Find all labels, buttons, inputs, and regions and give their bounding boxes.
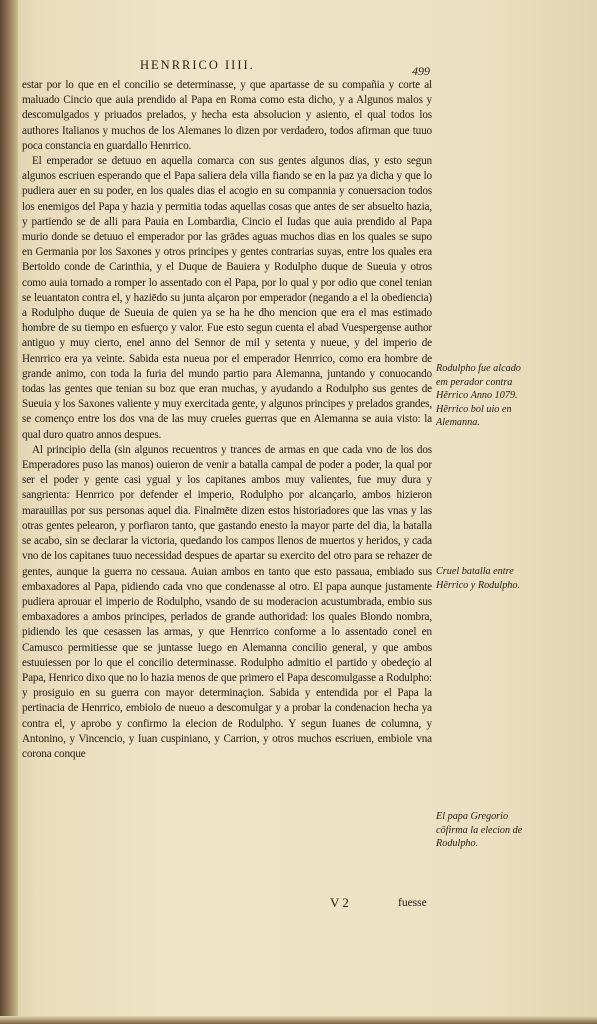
marginal-note: Cruel batalla entre Hērrico y Rodulpho. (436, 566, 521, 591)
paragraph: Al principio della (sin algunos recuentros y trances de armas en que cada vno de los dos Emperadores puso las manos) ouieron de venir a batalla campal de poder a poder, la qual por ser el poder y gente casi ygual y los capitanes ambos muy valientes, fue muy dura y sangrienta: Henrrico por defender el imperio, Rodulpho por alcançarlo, ambos hizieron marauillas por sus personas aquel dia. Finalmēte dizen estos historiadores que las vnas y las otras gentes pelearon, y porfiaron tanto, que gastando enesto la mayor parte del dia, la batalla se acabo, sin se declarar la victoria, quedando los campos llenos de muertos y heridos, y cada vno de los capitanes tuuo necessidad despues de apartar su exercito del otro para se rehazer de gentes, aunque la guerra no cessaua. Auian ambos en tanto que esto passaua, embiado sus embaxadores al Papa, pidiendo cada vno que condenasse al otro. El papa aunque justamente pudiera aprouar el imperio de Rodulpho, vsando de su moderacion acustumbrada, embio sus embaxadores a ambos principes, perlados de grande authoridad: los quales Blondo nombra, pidiendo les que cesassen las armas, y que Henrrico conforme a lo assentado conel en Camusco permitiesse que se juntasse luego en Alemanna concilio general, y que ambos estuuiessen por lo que el concilio determinasse. Rodulpho admitio el partido y obedeçio al Papa, Henrico dixo que no lo hazia menos de que primero el Papa descomulgasse a Rodulpho: y prosiguio en su guerra con mayor determinaçion. Sabida y entendida por el Papa la pertinacia de Henrrico, embiolo de nueuo a descomulgar y a probar la condenacion hecha ya contra el, y aprobo y confirmo la elecion de Rodulpho. Y segun Iuanes de columna, y Antonino, y Vincencio, y Iuan cuspiniano, y Carrion, y otros muchos escriuen, embiole vna corona conque (22, 443, 432, 760)
marginal-note: El papa Gregorio cōfirma la elecion de Rodulpho. (436, 811, 523, 849)
catchword: fuesse (398, 897, 427, 909)
paragraph: estar por lo que en el concilio se determinasse, y que apartasse de su compañia y corte al maluado Cincio que auia prendido al Papa en Roma como esta dicho, y a Algunos malos y descomulgados y priuados prelados, y hecha esta absolucion y asiento, el qual todos los authores Italianos y muchos de los Alemanes lo dizen por verdadero, todos afirman que tuuo poca constancia en guardallo Henrrico. (22, 79, 432, 152)
signature-mark: V 2 (330, 895, 349, 910)
book-gutter (0, 0, 18, 1024)
marginal-note: Rodulpho fue alcado em perador contra Hērrico Anno 1079. Hērrico bol uio en Alemanna. (436, 363, 521, 428)
running-head: HENRRICO IIII. (140, 58, 255, 72)
paragraph: El emperador se detuuo en aquella comarca con sus gentes algunos dias, y esto segun algunos escriuen esperando que el Papa saliera dela villa fiando se en la paz ya dicha y que lo pudiera auer en su poder, en los quales dias el acogio en su compannia y conuersacion todos los enemigos del Papa y hazia y permitia todas aquellas cosas que antes de ser absuelto hazia, y partiendo se de alli para Pauia en Lombardia, Cincio el Iudas que auia prendido al Papa murio donde se detuuo el emperador por las grādes aguas muchos dias en los quales se supo en Germania por los Saxones y otros principes y gentes contrarias suyas, entre los quales era Bertoldo conde de Carinthia, y el Duque de Bauiera y Rodulpho duque de Sueuia y otros como auia tornado a romper lo assentado con el Papa, por lo qual y por odio que conel tenian se leuantaton contra el, y haziēdo su junta alçaron por emperador (negando a el la obediencia) a Rodulpho duque de Sueuia de quien ya se ha he dho mencion que era el mas estimado hombre de su tiempo en esfuerço y valor. Fue esto segun cuenta el abad Vuespergense author antiguo y muy cierto, enel anno del Sennor de mil y setenta y nueue, y del imperio de Henrrico era ya veinte. Sabida esta nueua por el emperador Henrrico, como era hombre de grande animo, con toda la furia del mundo partio para Alemanna, juntando y conuocando todas las gentes que tenian su boz que eran muchas, y ayudando a Rodulpho sus gentes de Sueuia y los Saxones valiente y muy exercitada gente, y algunos principes y prelados grandes, se començo entre los dos vna de las muy crueles guerras que en Alemanna se auia visto: la qual duro quatro annos despues. (22, 155, 432, 441)
page-number: 499 (412, 64, 430, 78)
page-edge (0, 1016, 597, 1024)
main-text-block (22, 78, 432, 762)
